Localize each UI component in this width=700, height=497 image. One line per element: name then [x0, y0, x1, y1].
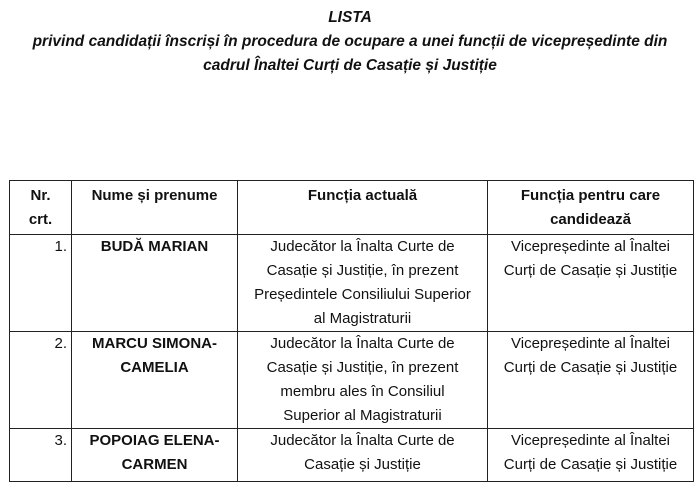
target-function: [488, 235, 694, 332]
current-function-line: Casație și Justiție: [304, 456, 421, 473]
target-function: [488, 429, 694, 482]
row-number: [10, 429, 72, 482]
current-function: [238, 235, 488, 332]
target-function-line: Curți de Casație și Justiție: [503, 456, 678, 473]
target-function-line: Vicepreședinte al Înaltei: [511, 335, 670, 352]
document-subtitle-line-2: cadrul Înaltei Curți de Casație și Justiție: [203, 57, 497, 74]
header-name: [72, 181, 238, 235]
table-row: [10, 429, 694, 482]
target-function-line: Curți de Casație și Justiție: [503, 262, 678, 279]
header-target-line-2: candidează: [550, 211, 631, 228]
candidate-name-line: CARMEN: [121, 456, 188, 473]
current-function-line: al Magistraturii: [313, 310, 412, 327]
current-function-line: Casație și Justiție, în prezent: [266, 359, 459, 376]
current-function: [238, 332, 488, 429]
candidate-name-line: CAMELIA: [120, 359, 189, 376]
candidate-name: [72, 235, 238, 332]
header-name-line-1: Nume și prenume: [91, 187, 218, 204]
header-nr-crt: [10, 181, 72, 235]
candidates-table: [9, 180, 694, 482]
current-function-line: Superior al Magistraturii: [283, 407, 442, 424]
table-row: [10, 235, 694, 332]
row-number-text: 2.: [54, 335, 67, 352]
candidate-name-line: BUDĂ MARIAN: [100, 238, 209, 255]
row-number-text: 3.: [54, 432, 67, 449]
header-current-function: [238, 181, 488, 235]
header-nr-line-1: Nr.: [30, 187, 51, 204]
candidate-name-line: MARCU SIMONA-: [92, 335, 217, 352]
current-function-line: membru ales în Consiliul: [280, 383, 445, 400]
document-subtitle-line-1: privind candidații înscriși în procedura de ocupare a unei funcții de vicepreședinte din: [32, 33, 668, 50]
candidate-name: [72, 332, 238, 429]
header-target-line-1: Funcția pentru care: [520, 187, 661, 204]
target-function-line: Vicepreședinte al Înaltei: [511, 238, 670, 255]
table-header-row: [10, 181, 694, 235]
candidate-name-line: POPOIAG ELENA-: [89, 432, 220, 449]
target-function-line: Vicepreședinte al Înaltei: [511, 432, 670, 449]
document-title: LISTA: [328, 9, 372, 26]
row-number: [10, 332, 72, 429]
row-number-text: 1.: [54, 238, 67, 255]
candidate-name: [72, 429, 238, 482]
target-function-line: Curți de Casație și Justiție: [503, 359, 678, 376]
current-function-line: Casație și Justiție, în prezent: [266, 262, 459, 279]
header-nr-line-2: crt.: [28, 211, 53, 228]
document-heading: [0, 6, 700, 78]
target-function: [488, 332, 694, 429]
current-function-line: Judecător la Înalta Curte de: [270, 432, 455, 449]
current-function: [238, 429, 488, 482]
header-current-line-1: Funcția actuală: [307, 187, 418, 204]
table-row: [10, 332, 694, 429]
header-target-function: [488, 181, 694, 235]
current-function-line: Președintele Consiliului Superior: [254, 286, 471, 303]
current-function-line: Judecător la Înalta Curte de: [270, 238, 455, 255]
row-number: [10, 235, 72, 332]
current-function-line: Judecător la Înalta Curte de: [270, 335, 455, 352]
